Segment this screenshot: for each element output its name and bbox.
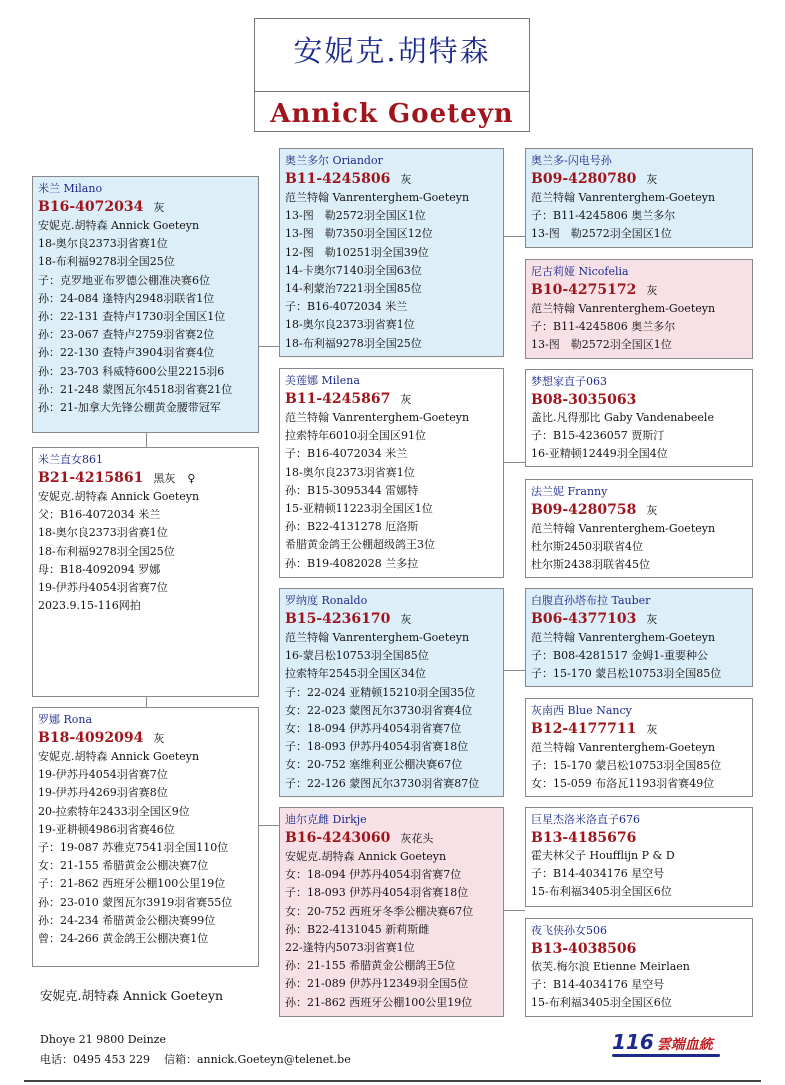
info-line: 女：20-752 西班牙冬季公棚决赛67位 [285, 904, 474, 918]
ring-number: B11-4245806 [285, 171, 391, 187]
info-line: 20-拉索特年2433羽全国区9位 [38, 804, 190, 818]
info-line: 女：22-023 蒙图瓦尔3730羽省赛4位 [285, 703, 473, 717]
info-line: 子：15-170 蒙吕松10753羽全国85位 [531, 759, 722, 773]
owner-name-english: Annick Goeteyn [270, 99, 514, 129]
info-line: 子：18-093 伊苏丹4054羽省赛18位 [285, 886, 469, 900]
ds-sire-card [525, 588, 753, 687]
info-line: 孙：22-130 查特卢3904羽省赛4位 [38, 346, 215, 360]
ring-number: B10-4275172 [531, 282, 637, 298]
dd-dam-card [525, 918, 753, 1017]
info-line: 范兰特翰 Vanrenterghem-Goeteyn [285, 191, 470, 204]
info-line: 子：B16-4072034 米兰 [285, 447, 408, 461]
info-line: 子：B16-4072034 米兰 [285, 300, 408, 314]
info-line: 18-奥尔良2373羽省赛1位 [285, 465, 415, 479]
info-line: 女：20-752 塞维利亚公棚决赛67位 [285, 758, 463, 772]
bird-name: 米兰直女861 [38, 453, 103, 466]
feather-color: 灰花头 [400, 832, 434, 845]
feather-color: 灰 [646, 613, 658, 626]
ring-number: B16-4243060 [285, 830, 391, 846]
info-line: 18-奥尔良2373羽省赛1位 [285, 318, 415, 332]
connector-line [504, 236, 525, 237]
connector-line [259, 346, 279, 347]
feather-color: 灰 [646, 504, 658, 517]
bird-name: 罗娜 Rona [38, 713, 93, 726]
subject-card [32, 447, 259, 697]
info-line: 父：B16-4072034 米兰 [38, 508, 161, 522]
info-line: 霍夫林父子 Houfflijn P & D [531, 849, 675, 862]
info-line: 子：B14-4034176 星空号 [531, 867, 665, 881]
ring-number: B13-4038506 [531, 941, 637, 957]
logo-text: 雲端血統 [656, 1037, 713, 1053]
sd-sire-card [525, 369, 753, 467]
feather-color: 黑灰 [153, 472, 176, 485]
info-line: 子：18-093 伊苏丹4054羽省赛18位 [285, 740, 469, 754]
ring-number: B08-3035063 [531, 392, 637, 408]
info-line: 范兰特翰 Vanrenterghem-Goeteyn [531, 302, 716, 315]
email-address: 信箱：annick.Goeteyn@telenet.be [163, 1053, 351, 1066]
bird-name: 奥兰多-闪电号孙 [531, 154, 612, 167]
info-line: 女：18-094 伊苏丹4054羽省赛7位 [285, 722, 462, 736]
info-line: 19-伊苏丹4054羽省赛7位 [38, 768, 168, 782]
info-line: 孙：21-248 蒙图瓦尔4518羽省赛21位 [38, 382, 233, 396]
ring-number: B13-4185676 [531, 830, 637, 846]
connector-line [146, 433, 147, 447]
header-divider [255, 91, 529, 92]
connector-line [504, 670, 525, 671]
info-line: 女：18-094 伊苏丹4054羽省赛7位 [285, 868, 462, 882]
info-line: 子：B11-4245806 奥兰多尔 [531, 320, 676, 334]
dd-sire-card [525, 807, 753, 907]
feather-color: 灰 [646, 173, 658, 186]
connector-line [259, 825, 279, 826]
female-icon: ♀ [187, 472, 196, 485]
connector-line [146, 697, 147, 707]
info-line: 安妮克.胡特森 Annick Goeteyn [285, 850, 447, 863]
bird-name: 梦想家直子063 [531, 375, 607, 388]
info-line: 2023.9.15-116网拍 [38, 599, 141, 613]
bird-name: 法兰妮 Franny [531, 485, 608, 498]
info-line: 19-伊苏丹4054羽省赛7位 [38, 581, 168, 595]
feather-color: 灰 [646, 284, 658, 297]
phone-number: 电话：0495 453 229 [40, 1053, 150, 1066]
info-line: 14-卡奥尔7140羽全国63位 [285, 263, 422, 277]
sire-dam-card [279, 368, 504, 578]
brand-logo [612, 1030, 732, 1058]
info-line: 子：B08-4281517 金姆1-重要种公 [531, 649, 708, 663]
info-line: 孙：21-155 希腊黄金公棚鸽王5位 [285, 959, 456, 973]
owner-name-chinese: 安妮克.胡特森 [293, 34, 491, 68]
feather-color: 灰 [400, 613, 412, 626]
bird-name: 夜飞侠孙女506 [531, 924, 607, 937]
info-line: 18-布利福9278羽全国25位 [285, 336, 422, 350]
owner-signature: 安妮克.胡特森 Annick Goeteyn [40, 988, 224, 1003]
info-line: 拉索特年2545羽全国区34位 [285, 667, 426, 681]
ring-number: B06-4377103 [531, 611, 637, 627]
info-line: 18-布利福9278羽全国25位 [38, 255, 175, 269]
info-line: 子：19-087 苏雅克7541羽全国110位 [38, 841, 229, 855]
info-line: 范兰特翰 Vanrenterghem-Goeteyn [285, 411, 470, 424]
info-line: 孙：24-084 逢特内2948羽联省1位 [38, 291, 215, 305]
info-line: 15-布利福3405羽全国区6位 [531, 885, 672, 899]
ss-dam-card [525, 259, 753, 359]
ring-number: B11-4245867 [285, 391, 391, 407]
feather-color: 灰 [153, 732, 165, 745]
info-line: 孙：23-067 查特卢2759羽省赛2位 [38, 328, 215, 342]
sire-card [32, 176, 259, 433]
info-line: 子：15-170 蒙吕松10753羽全国85位 [531, 667, 722, 681]
info-line: 16-亚精顿12449羽全国4位 [531, 447, 668, 461]
dam-card [32, 707, 259, 967]
logo-swoosh-icon [612, 1054, 720, 1057]
info-line: 孙：22-131 查特卢1730羽全国区1位 [38, 310, 226, 324]
info-line: 孙：23-010 蒙图瓦尔3919羽省赛55位 [38, 895, 233, 909]
bird-name: 迪尔克雌 Dirkje [285, 813, 367, 826]
info-line: 杜尔斯2438羽联省45位 [531, 558, 650, 572]
bird-name: 美莲娜 Milena [285, 374, 360, 387]
ring-number: B12-4177711 [531, 721, 637, 737]
feather-color: 灰 [400, 173, 412, 186]
info-line: 范兰特翰 Vanrenterghem-Goeteyn [285, 631, 470, 644]
info-line: 子：B14-4034176 星空号 [531, 978, 665, 992]
info-line: 依芙.梅尔浪 Etienne Meirlaen [531, 960, 690, 973]
bottom-divider [24, 1080, 761, 1082]
info-line: 18-奥尔良2373羽省赛1位 [38, 237, 168, 251]
info-line: 孙：B19-4082028 兰多拉 [285, 556, 419, 570]
bird-name: 奥兰多尔 Oriandor [285, 154, 383, 167]
info-line: 范兰特翰 Vanrenterghem-Goeteyn [531, 191, 716, 204]
bird-name: 罗纳度 Ronaldo [285, 594, 368, 607]
feather-color: 灰 [153, 201, 165, 214]
info-line: 安妮克.胡特森 Annick Goeteyn [38, 490, 200, 503]
info-line: 孙：23-703 科威特600公里2215羽6 [38, 364, 225, 378]
info-line: 13-图 勒2572羽全国区1位 [285, 209, 426, 223]
info-line: 15-亚精顿11223羽全国区1位 [285, 502, 433, 516]
info-line: 拉索特年6010羽全国区91位 [285, 429, 426, 443]
info-line: 子：21-862 西班牙公棚100公里19位 [38, 877, 226, 891]
info-line: 子：B11-4245806 奥兰多尔 [531, 209, 676, 223]
info-line: 孙：21-加拿大先锋公棚黄金腰带冠军 [38, 401, 221, 415]
bird-name: 巨星杰洛米洛直子676 [531, 813, 640, 826]
info-line: 女：15-059 布洛瓦1193羽省赛49位 [531, 777, 715, 791]
ring-number: B15-4236170 [285, 611, 391, 627]
ring-number: B21-4215861 [38, 470, 144, 486]
ss-sire-card [525, 148, 753, 248]
info-line: 22-逢特内5073羽省赛1位 [285, 941, 415, 955]
info-line: 孙：21-862 西班牙公棚100公里19位 [285, 995, 473, 1009]
info-line: 安妮克.胡特森 Annick Goeteyn [38, 219, 200, 232]
feather-color: 灰 [400, 393, 412, 406]
info-line: 孙：B15-3095344 雷娜特 [285, 483, 419, 497]
ring-number: B16-4072034 [38, 199, 144, 215]
sd-dam-card [525, 479, 753, 578]
feather-color: 灰 [646, 723, 658, 736]
info-line: 范兰特翰 Vanrenterghem-Goeteyn [531, 741, 716, 754]
logo-number: 116 [612, 1030, 654, 1054]
dam-dam-card [279, 807, 504, 1017]
bird-name: 尼古莉娅 Nicofelia [531, 265, 629, 278]
ds-dam-card [525, 698, 753, 797]
info-line: 希腊黄金鸽王公棚超级鸽王3位 [285, 538, 435, 552]
ring-number: B09-4280758 [531, 502, 637, 518]
info-line: 12-图 勒10251羽全国39位 [285, 245, 429, 259]
info-line: 杜尔斯2450羽联省4位 [531, 540, 643, 554]
info-line: 孙：21-089 伊苏丹12349羽全国5位 [285, 977, 469, 991]
info-line: 孙：24-234 希腊黄金公棚决赛99位 [38, 913, 216, 927]
info-line: 范兰特翰 Vanrenterghem-Goeteyn [531, 631, 716, 644]
connector-line [504, 910, 525, 911]
bird-name: 白腹直孙塔布拉 Tauber [531, 594, 651, 607]
info-line: 19-伊苏丹4269羽省赛8位 [38, 786, 168, 800]
info-line: 18-布利福9278羽全国25位 [38, 544, 175, 558]
info-line: 13-图 勒2572羽全国区1位 [531, 338, 672, 352]
bird-name: 灰南西 Blue Nancy [531, 704, 632, 717]
info-line: 14-利蒙治7221羽全国85位 [285, 282, 422, 296]
info-line: 子：22-126 蒙图瓦尔3730羽省赛87位 [285, 776, 480, 790]
info-line: 安妮克.胡特森 Annick Goeteyn [38, 750, 200, 763]
info-line: 曾：24-266 黄金鸽王公棚决赛1位 [38, 932, 209, 946]
contact-line [40, 1051, 351, 1067]
info-line: 女：21-155 希腊黄金公棚决赛7位 [38, 859, 209, 873]
pedigree-header [254, 18, 530, 132]
info-line: 孙：B22-4131278 厄洛斯 [285, 520, 419, 534]
info-line: 母：B18-4092094 罗娜 [38, 562, 161, 576]
sire-sire-card [279, 148, 504, 357]
info-line: 范兰特翰 Vanrenterghem-Goeteyn [531, 522, 716, 535]
dam-sire-card [279, 588, 504, 797]
info-line: 13-图 勒2572羽全国区1位 [531, 227, 672, 241]
info-line: 子：22-024 亚精顿15210羽全国35位 [285, 685, 476, 699]
info-line: 盖比.凡得那比 Gaby Vandenabeele [531, 411, 714, 424]
info-line: 子：克罗地亚布罗德公棚准决赛6位 [38, 273, 210, 287]
info-line: 18-奥尔良2373羽省赛1位 [38, 526, 168, 540]
info-line: 19-亚耕顿4986羽省赛46位 [38, 822, 175, 836]
info-line: 13-图 勒7350羽全国区12位 [285, 227, 433, 241]
info-line: 孙：B22-4131045 新莉斯雌 [285, 922, 430, 936]
info-line: 15-布利福3405羽全国区6位 [531, 996, 672, 1010]
ring-number: B09-4280780 [531, 171, 637, 187]
owner-address: Dhoye 21 9800 Deinze [40, 1033, 166, 1046]
info-line: 子：B15-4236057 贾斯汀 [531, 429, 665, 443]
connector-line [504, 462, 525, 463]
ring-number: B18-4092094 [38, 730, 144, 746]
bird-name: 米兰 Milano [38, 182, 103, 195]
info-line: 16-蒙吕松10753羽全国85位 [285, 649, 429, 663]
